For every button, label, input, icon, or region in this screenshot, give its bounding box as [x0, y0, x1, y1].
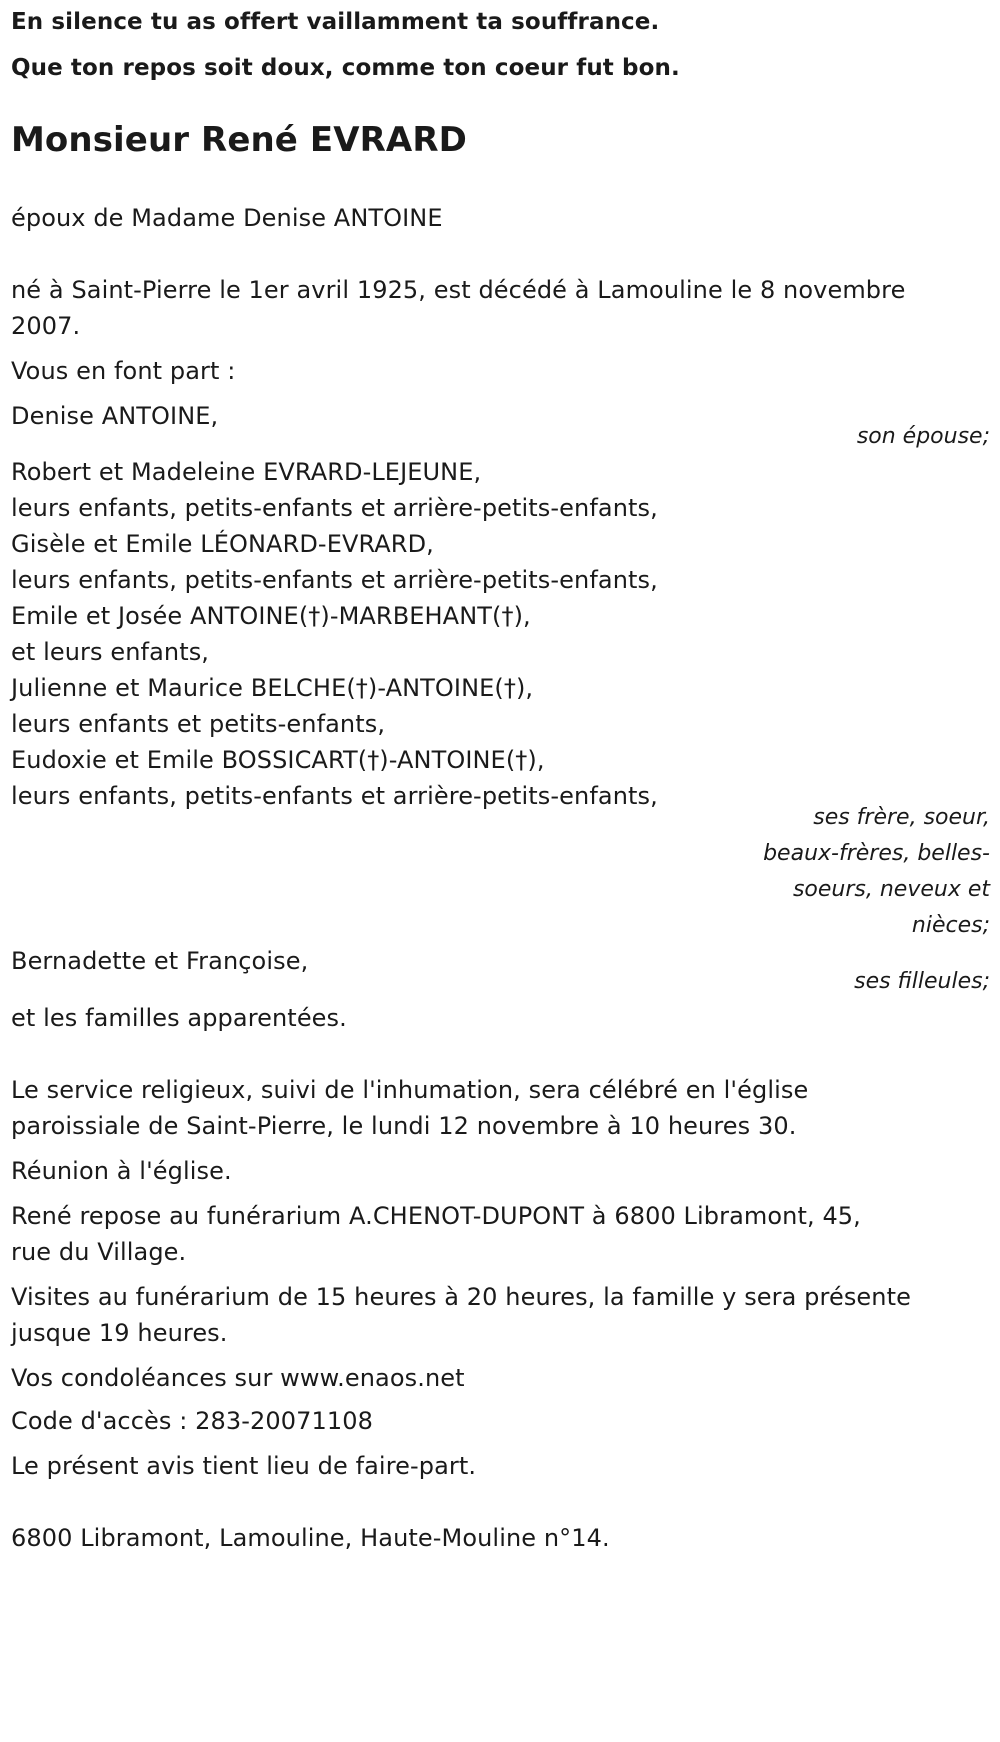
repose-line-1: René repose au funérarium A.CHENOT-DUPONT à 6800 Libramont, 45, — [11, 1202, 861, 1230]
sibling-line: leurs enfants, petits-enfants et arrière-petits-enfants, — [11, 782, 658, 810]
sibling-line: Eudoxie et Emile BOSSICART(†)-ANTOINE(†), — [11, 746, 545, 774]
repose-line-2: rue du Village. — [11, 1238, 187, 1266]
epigraph-line-2: Que ton repos soit doux, comme ton coeur fut bon. — [11, 55, 680, 81]
spouse-relation: son épouse; — [856, 424, 990, 449]
deceased-name: Monsieur René EVRARD — [11, 120, 467, 160]
ceremony-line-1: Le service religieux, suivi de l'inhumation, sera célébré en l'église — [11, 1076, 809, 1104]
spouse-line: époux de Madame Denise ANTOINE — [11, 204, 443, 232]
ceremony-line-2: paroissiale de Saint-Pierre, le lundi 12 novembre à 10 heures 30. — [11, 1112, 797, 1140]
access-code-line: Code d'accès : 283-20071108 — [11, 1407, 373, 1435]
visits-line-2: jusque 19 heures. — [11, 1319, 228, 1347]
sibling-line: Robert et Madeleine EVRARD-LEJEUNE, — [11, 458, 482, 486]
siblings-relation-line: soeurs, neveux et — [792, 877, 990, 902]
siblings-relation-line: beaux-frères, belles- — [763, 841, 990, 866]
meeting-line: Réunion à l'église. — [11, 1157, 232, 1185]
siblings-relation-line: ses frère, soeur, — [813, 805, 990, 830]
sibling-line: Emile et Josée ANTOINE(†)-MARBEHANT(†), — [11, 602, 531, 630]
goddaughters-name: Bernadette et Françoise, — [11, 947, 309, 975]
sibling-line: Julienne et Maurice BELCHE(†)-ANTOINE(†), — [11, 674, 534, 702]
sibling-line: leurs enfants, petits-enfants et arrière-petits-enfants, — [11, 494, 658, 522]
epigraph-line-1: En silence tu as offert vaillamment ta souffrance. — [11, 9, 660, 35]
related-families: et les familles apparentées. — [11, 1004, 347, 1032]
siblings-relation-line: nièces; — [911, 913, 990, 938]
spouse-name: Denise ANTOINE, — [11, 402, 219, 430]
condolences-line: Vos condoléances sur www.enaos.net — [11, 1364, 465, 1392]
sibling-line: leurs enfants, petits-enfants et arrière-petits-enfants, — [11, 566, 658, 594]
sibling-line: leurs enfants et petits-enfants, — [11, 710, 386, 738]
address-line: 6800 Libramont, Lamouline, Haute-Mouline n°14. — [11, 1524, 610, 1552]
visits-line-1: Visites au funérarium de 15 heures à 20 heures, la famille y sera présente — [11, 1283, 911, 1311]
birth-death-line-2: 2007. — [11, 312, 81, 340]
sibling-line: Gisèle et Emile LÉONARD-EVRARD, — [11, 530, 434, 558]
announcement-intro: Vous en font part : — [11, 357, 236, 385]
notice-line: Le présent avis tient lieu de faire-part. — [11, 1452, 477, 1480]
sibling-line: et leurs enfants, — [11, 638, 210, 666]
birth-death-line-1: né à Saint-Pierre le 1er avril 1925, est décédé à Lamouline le 8 novembre — [11, 276, 906, 304]
goddaughters-relation: ses filleules; — [854, 969, 990, 994]
